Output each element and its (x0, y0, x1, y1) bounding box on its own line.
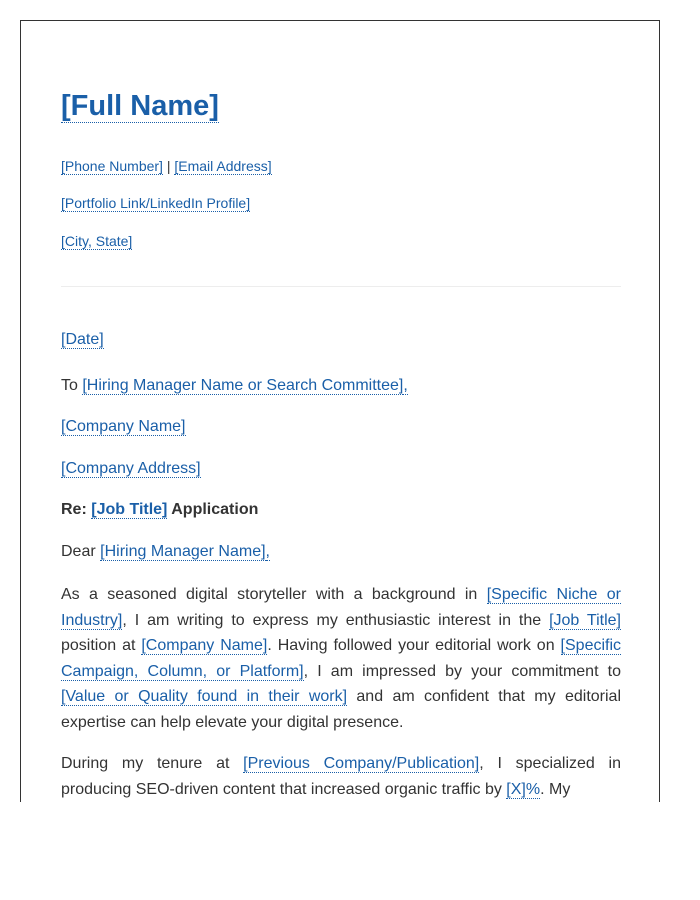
p1-text-3: position at (61, 637, 136, 654)
p1-text-5: , I am impressed by your commitment to (303, 662, 622, 680)
full-name-heading (61, 88, 219, 124)
phone-placeholder[interactable]: [Phone Number] (61, 158, 163, 174)
p1-company-placeholder[interactable]: [Company Name] (141, 637, 268, 654)
recipient-line (61, 376, 408, 396)
full-name-placeholder[interactable]: [Full Name] (61, 90, 219, 122)
contact-line-portfolio (61, 194, 250, 212)
company-name-placeholder[interactable]: [Company Name] (61, 418, 186, 435)
p1-job-title-placeholder[interactable]: [Job Title] (549, 611, 622, 629)
recipient-comma: , (403, 377, 408, 394)
salutation-line (61, 542, 270, 562)
subject-prefix: Re: (61, 501, 87, 518)
contact-separator: | (166, 158, 171, 174)
hiring-manager-or-committee-placeholder[interactable]: [Hiring Manager Name or Search Committee] (82, 377, 404, 394)
p1-text-1: As a seasoned digital storyteller with a background in (61, 586, 478, 603)
contact-line-location (61, 232, 132, 250)
contact-line-phone-email (61, 157, 272, 175)
date-line (61, 330, 104, 350)
to-prefix: To (61, 377, 78, 394)
p1-text-4: . Having followed your editorial work on (267, 637, 555, 654)
subject-suffix: Application (171, 501, 259, 518)
p1-text-2: , I am writing to express my enthusiastic interest in the (122, 611, 542, 629)
date-placeholder[interactable]: [Date] (61, 331, 104, 348)
hiring-manager-name-placeholder[interactable]: [Hiring Manager Name] (100, 543, 266, 560)
salutation-prefix: Dear (61, 543, 96, 560)
header-divider (61, 286, 621, 287)
body-paragraph-2 (61, 751, 621, 802)
salutation-comma: , (265, 543, 270, 560)
company-address-line (61, 459, 201, 479)
p2-text-2: , I specialized in producing SEO-driven content that increased organic traffic by (61, 755, 622, 798)
location-placeholder[interactable]: [City, State] (61, 233, 133, 249)
company-address-placeholder[interactable]: [Company Address] (61, 460, 201, 477)
subject-job-title-placeholder[interactable]: [Job Title] (91, 501, 168, 518)
subject-line (61, 500, 258, 520)
previous-company-placeholder[interactable]: [Previous Company/Publication] (243, 755, 480, 772)
cover-letter-page (20, 20, 660, 802)
p1-text-6: and am confident that my editorial expertise can help elevate your digital presence. (61, 688, 621, 731)
p2-text-3: . My (540, 780, 571, 798)
percent-placeholder[interactable]: [X]% (506, 780, 541, 798)
company-name-line (61, 417, 186, 437)
campaign-placeholder[interactable]: [Specific Campaign, Column, or Platform] (61, 637, 622, 680)
body-paragraph-1 (61, 582, 621, 735)
value-placeholder[interactable]: [Value or Quality found in their work] (61, 688, 348, 705)
p2-text-1: During my tenure at (61, 755, 230, 772)
niche-placeholder[interactable]: [Specific Niche or Industry] (61, 586, 622, 629)
email-placeholder[interactable]: [Email Address] (174, 158, 272, 174)
portfolio-placeholder[interactable]: [Portfolio Link/LinkedIn Profile] (61, 195, 251, 211)
